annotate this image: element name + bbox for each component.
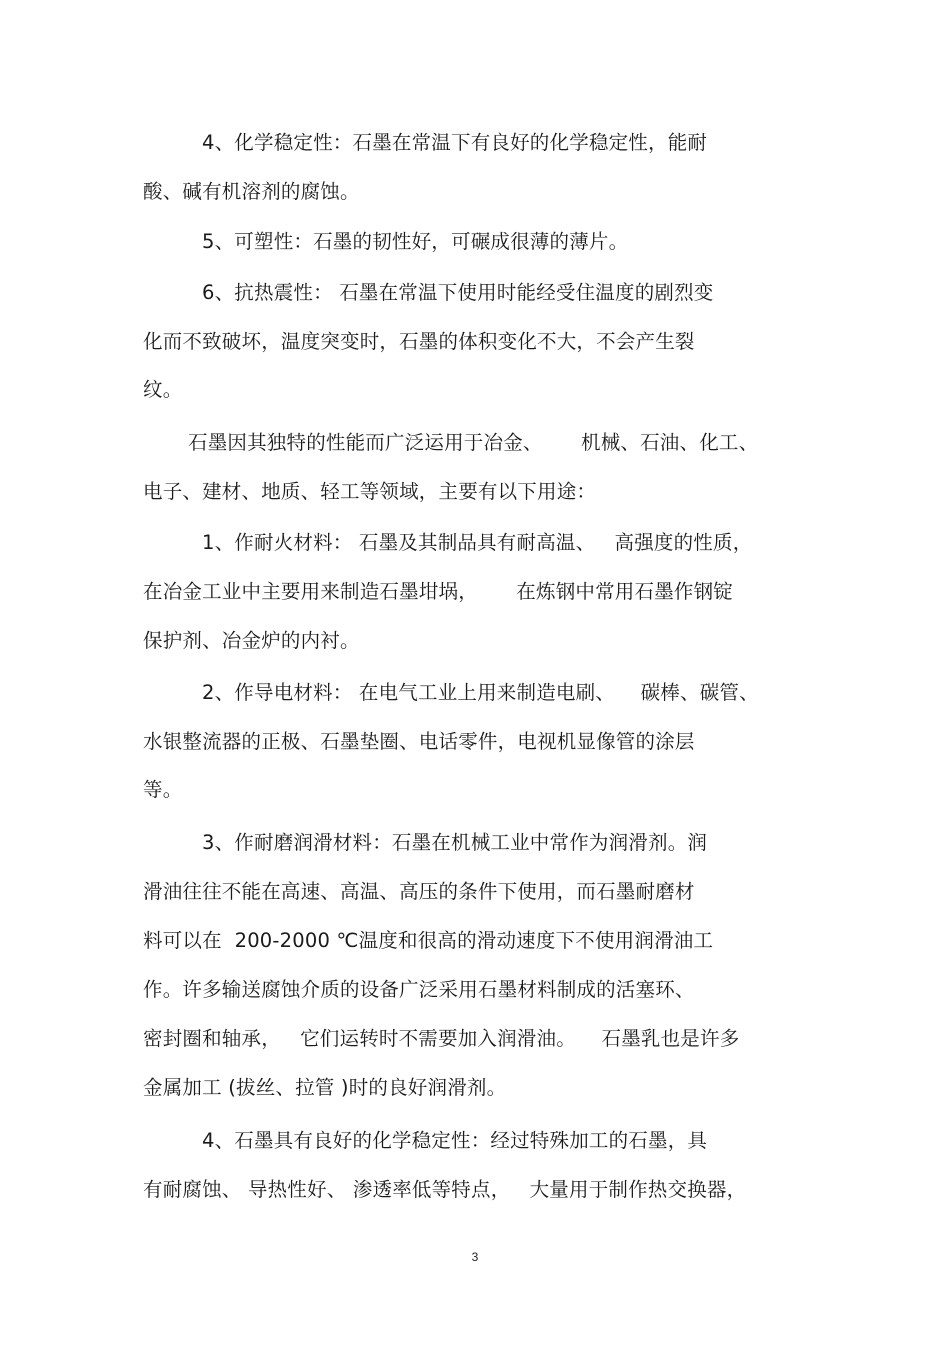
page-number: 3 — [471, 1250, 479, 1264]
text-line: 料可以在 200-2000 ℃温度和很高的滑动速度下不使用润滑油工 — [143, 929, 714, 952]
text-line: 有耐腐蚀、 导热性好、 渗透率低等特点， 大量用于制作热交换器， — [143, 1178, 747, 1201]
text-line: 电子、建材、地质、轻工等领域，主要有以下用途： — [143, 480, 597, 503]
text-line: 滑油往往不能在高速、高温、高压的条件下使用，而石墨耐磨材 — [143, 880, 695, 903]
text-line: 在冶金工业中主要用来制造石墨坩埚， 在炼钢中常用石墨作钢锭 — [143, 580, 733, 603]
text-line: 作。许多输送腐蚀介质的设备广泛采用石墨材料制成的活塞环、 — [143, 978, 695, 1001]
text-line: 4、石墨具有良好的化学稳定性：经过特殊加工的石墨，具 — [202, 1129, 708, 1152]
text-line: 3、作耐磨润滑材料：石墨在机械工业中常作为润滑剂。润 — [202, 831, 708, 854]
text-line: 5、可塑性：石墨的韧性好，可碾成很薄的薄片。 — [202, 230, 629, 253]
text-line: 保护剂、冶金炉的内衬。 — [143, 629, 360, 652]
text-line: 金属加工 (拔丝、拉管 )时的良好润滑剂。 — [143, 1076, 507, 1099]
text-line: 酸、碱有机溶剂的腐蚀。 — [143, 180, 360, 203]
text-line: 2、作导电材料： 在电气工业上用来制造电刷、 碳棒、碳管、 — [202, 681, 759, 704]
text-line: 等。 — [143, 778, 183, 801]
text-line: 石墨因其独特的性能而广泛运用于冶金、 机械、石油、化工、 — [188, 431, 759, 454]
text-line: 密封圈和轴承， 它们运转时不需要加入润滑油。 石墨乳也是许多 — [143, 1027, 740, 1050]
text-line: 1、作耐火材料： 石墨及其制品具有耐高温、 高强度的性质， — [202, 531, 753, 554]
text-line: 4、化学稳定性：石墨在常温下有良好的化学稳定性，能耐 — [202, 131, 708, 154]
text-line: 化而不致破坏，温度突变时，石墨的体积变化不大，不会产生裂 — [143, 330, 695, 353]
text-line: 6、抗热震性： 石墨在常温下使用时能经受住温度的剧烈变 — [202, 281, 714, 304]
text-line: 纹。 — [143, 378, 183, 401]
text-line: 水银整流器的正极、石墨垫圈、电话零件，电视机显像管的涂层 — [143, 730, 695, 753]
